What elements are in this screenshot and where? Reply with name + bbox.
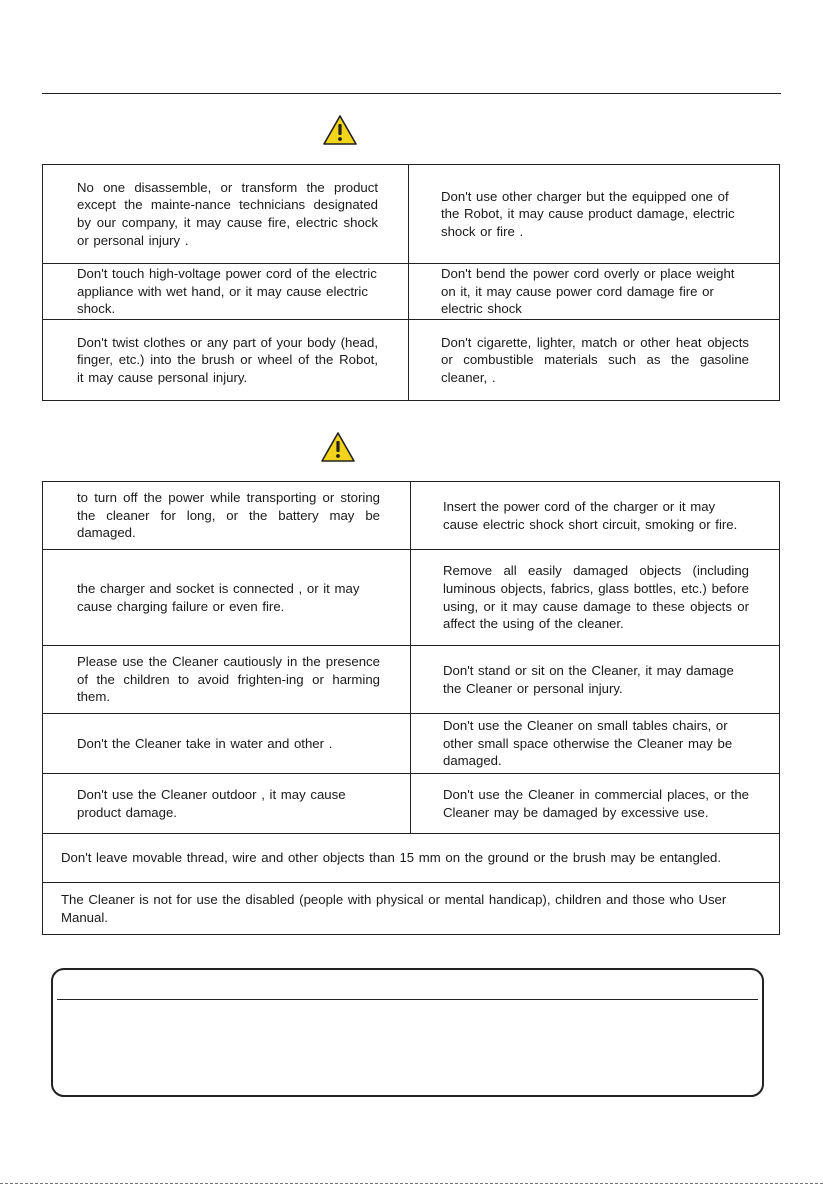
caution-row-3-right: Don't stand or sit on the Cleaner, it may damage the Cleaner or personal injury. <box>411 646 780 714</box>
note-divider <box>57 999 758 1000</box>
table-row <box>43 883 780 935</box>
table-row <box>43 834 780 883</box>
table-row <box>43 165 780 264</box>
note-box <box>51 968 764 1097</box>
danger-row-3-left: Don't twist clothes or any part of your body (head, finger, etc.) into the brush or wheel of the Robot, it may cause personal injury. <box>43 320 409 401</box>
danger-row-1-right: Don't use other charger but the equipped one of the Robot, it may cause product damage, electric shock or fire . <box>409 165 780 264</box>
caution-full-row-1: Don't leave movable thread, wire and other objects than 15 mm on the ground or the brush may be entangled. <box>43 834 780 883</box>
page-bottom-dashes <box>0 1183 823 1184</box>
header-rule <box>42 93 781 94</box>
caution-row-5-left: Don't use the Cleaner outdoor , it may cause product damage. <box>43 774 411 834</box>
caution-row-3-left: Please use the Cleaner cautiously in the presence of the children to avoid frighten-ing or harming them. <box>43 646 411 714</box>
danger-row-2-left: Don't touch high-voltage power cord of the electric appliance with wet hand, or it may cause electric shock. <box>43 264 409 320</box>
caution-row-1-left: to turn off the power while transporting or storing the cleaner for long, or the battery may be damaged. <box>43 482 411 550</box>
caution-row-4-left: Don't the Cleaner take in water and other . <box>43 714 411 774</box>
danger-row-3-right: Don't cigarette, lighter, match or other heat objects or combustible materials such as the gasoline cleaner, . <box>409 320 780 401</box>
warning-triangle-icon <box>322 114 358 146</box>
caution-row-2-right: Remove all easily damaged objects (including luminous objects, fabrics, glass bottles, etc.) before using, or it may cause damage to these objects or affect the using of the cleaner. <box>411 550 780 646</box>
danger-row-1-left: No one disassemble, or transform the product except the mainte-nance technicians designated by our company, it may cause fire, electric shock or personal injury . <box>43 165 409 264</box>
caution-row-2-left: the charger and socket is connected , or it may cause charging failure or even fire. <box>43 550 411 646</box>
warning-triangle-icon <box>320 431 356 463</box>
caution-row-4-right: Don't use the Cleaner on small tables chairs, or other small space otherwise the Cleaner may be damaged. <box>411 714 780 774</box>
table-row <box>43 646 780 714</box>
table-row <box>43 320 780 401</box>
table-row <box>43 774 780 834</box>
table-row <box>43 482 780 550</box>
caution-table <box>42 481 780 935</box>
caution-full-row-2: The Cleaner is not for use the disabled (people with physical or mental handicap), children and those who User Manual. <box>43 883 780 935</box>
danger-table <box>42 164 780 401</box>
danger-row-2-right: Don't bend the power cord overly or place weight on it, it may cause power cord damage fire or electric shock <box>409 264 780 320</box>
table-row <box>43 264 780 320</box>
caution-row-5-right: Don't use the Cleaner in commercial places, or the Cleaner may be damaged by excessive use. <box>411 774 780 834</box>
caution-row-1-right: Insert the power cord of the charger or it may cause electric shock short circuit, smoking or fire. <box>411 482 780 550</box>
table-row <box>43 714 780 774</box>
table-row <box>43 550 780 646</box>
